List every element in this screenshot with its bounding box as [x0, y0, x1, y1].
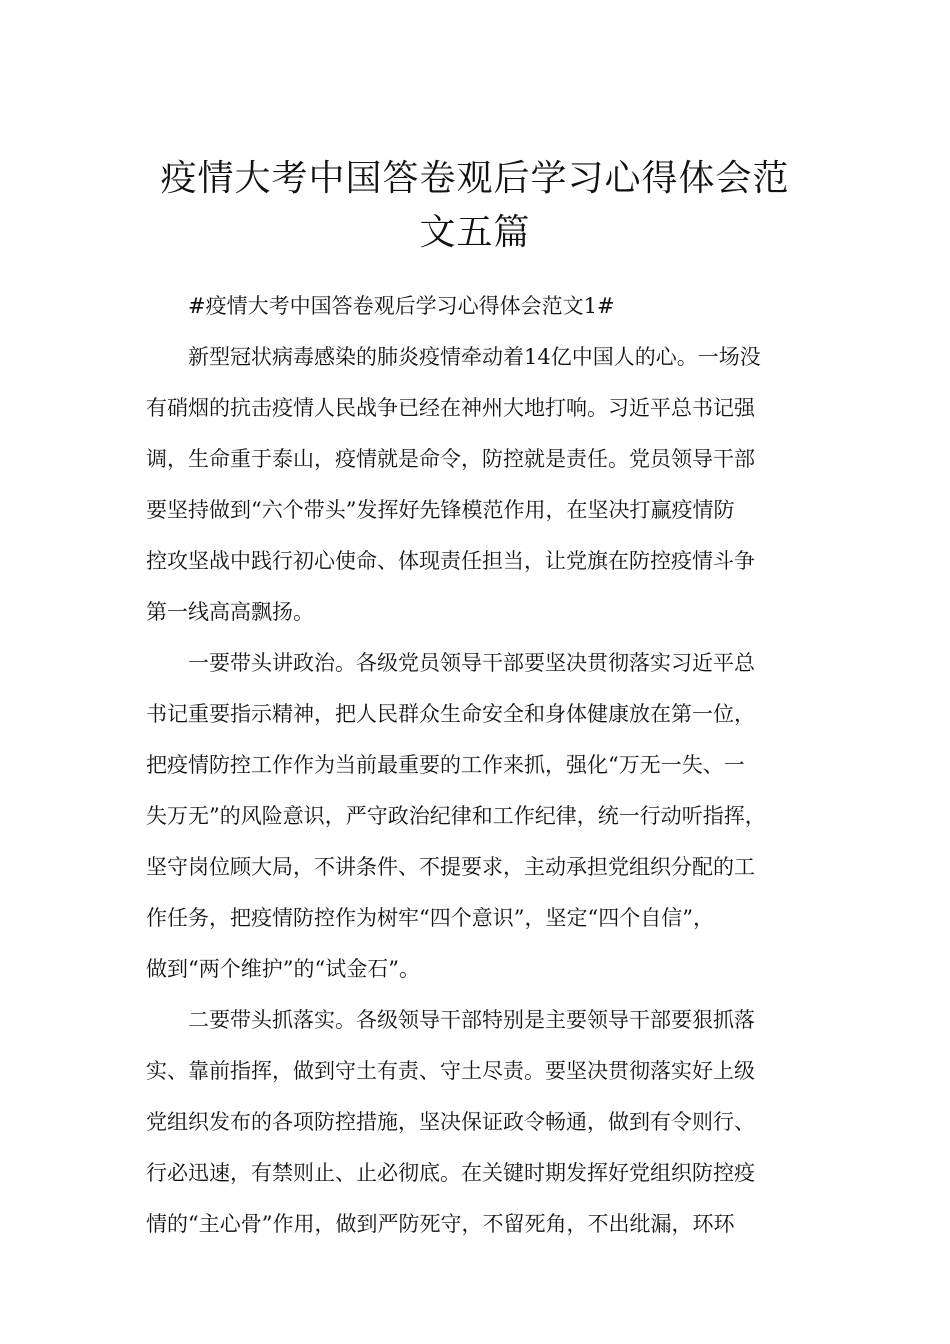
text-line: 有硝烟的抗击疫情人民战争已经在神州大地打响。习近平总书记强	[146, 396, 755, 420]
text-line: 坚守岗位顾大局，不讲条件、不提要求，主动承担党组织分配的工	[146, 855, 755, 879]
text-line: 要坚持做到“六个带头”发挥好先锋模范作用，在坚决打赢疫情防	[146, 498, 735, 522]
text-line: 实、靠前指挥，做到守土有责、守土尽责。要坚决贯彻落实好上级	[146, 1059, 755, 1083]
text-line: 一要带头讲政治。各级党员领导干部要坚决贯彻落实习近平总	[188, 651, 755, 675]
text-line: 新型冠状病毒感染的肺炎疫情牵动着14亿中国人的心。一场没	[188, 345, 761, 369]
text-line: 调，生命重于泰山，疫情就是命令，防控就是责任。党员领导干部	[146, 447, 755, 471]
text-line: 作任务，把疫情防控作为树牢“四个意识”，坚定“四个自信”，	[146, 906, 714, 930]
text-line: 情的“主心骨”作用，做到严防死守，不留死角，不出纰漏，环环	[146, 1212, 735, 1236]
document-body	[146, 281, 830, 1250]
text-line: 书记重要指示精神，把人民群众生命安全和身体健康放在第一位，	[146, 702, 755, 726]
text-line: 第一线高高飘扬。	[146, 600, 314, 624]
title-line-2: 文五篇	[419, 212, 531, 254]
text-line: 控攻坚战中践行初心使命、体现责任担当，让党旗在防控疫情斗争	[146, 549, 755, 573]
paragraph-politics	[146, 638, 830, 995]
text-line: 失万无”的风险意识，严守政治纪律和工作纪律，统一行动听指挥，	[146, 804, 766, 828]
text-line: 把疫情防控工作作为当前最重要的工作来抓，强化“万无一失、一	[146, 753, 745, 777]
text-line: 二要带头抓落实。各级领导干部特别是主要领导干部要狠抓落	[188, 1008, 755, 1032]
text-line: 做到“两个维护”的“试金石”。	[146, 957, 420, 981]
title-line-1: 疫情大考中国答卷观后学习心得体会范	[160, 158, 790, 200]
paragraph-intro	[146, 332, 830, 638]
text-line: 党组织发布的各项防控措施，坚决保证政令畅通，做到有令则行、	[146, 1110, 755, 1134]
section-heading: #疫情大考中国答卷观后学习心得体会范文1#	[188, 294, 615, 318]
text-line: 行必迅速，有禁则止、止必彻底。在关键时期发挥好党组织防控疫	[146, 1161, 755, 1185]
paragraph-implementation	[146, 995, 830, 1250]
document-title	[0, 152, 950, 260]
